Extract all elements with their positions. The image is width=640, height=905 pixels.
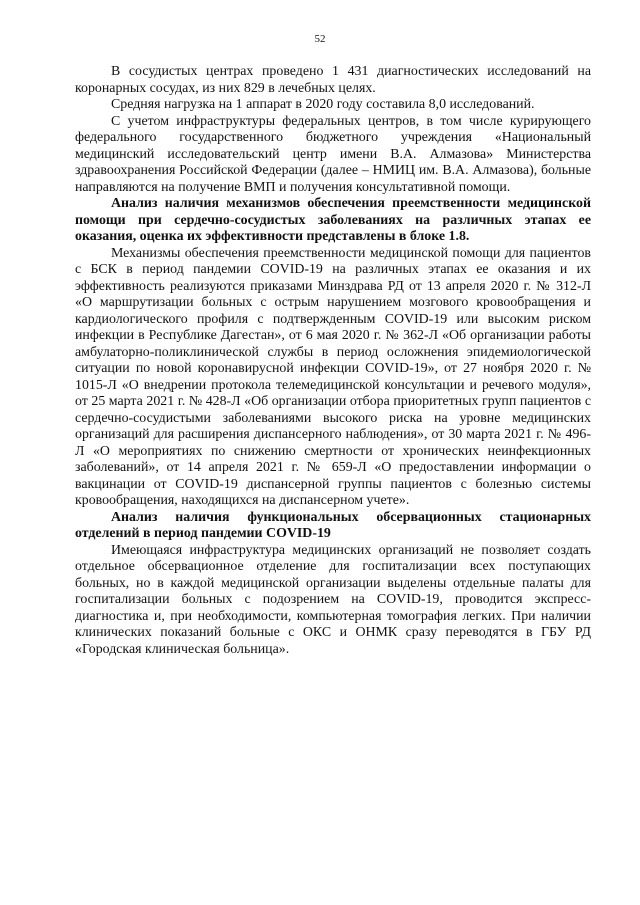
document-body (75, 64, 591, 658)
paragraph-equipment-load: Средняя нагрузка на 1 аппарат в 2020 году составила 8,0 исследований. (111, 97, 535, 112)
section-heading-observation: Анализ наличия функциональных обсервационных стационарных отделений в период пандемии COVID-19 (75, 509, 591, 541)
section-heading-continuity: Анализ наличия механизмов обеспечения преемственности медицинской помощи при сердечно-сосудистых заболеваниях на различных этапах ее оказания, оценка их эффективности представлены в блоке 1.8. (75, 196, 591, 244)
paragraph-observation-wards: Имеющаяся инфраструктура медицинских организаций не позволяет создать отдельное обсервационное отделение для госпитализации всех поступающих больных, но в каждой медицинской организации выделены отдельные палаты для госпитализации больных с подозрением на COVID-19, проводится экспресс-диагностика и, при необходимости, компьютерная томография легких. При наличии клинических показаний больные с ОКС и ОНМК сразу переводятся в ГБУ РД «Городская клиническая больница». (75, 542, 591, 657)
paragraph-continuity-orders: Механизмы обеспечения преемственности медицинской помощи для пациентов с БСК в период пандемии COVID-19 на различных этапах ее оказания и их эффективность реализуются приказами Минздрава РД от 13 апреля 2020 г. № 312-Л «О маршрутизации больных с острым нарушением мозгового кровообращения и кардиологического профиля с подтвержденным COVID-19 или высоким риском инфекции в Республике Дагестан», от 6 мая 2020 г. № 362-Л «Об организации работы амбулаторно-поликлинической службы в период осложнения эпидемиологической ситуации по новой коронавирусной инфекции COVID-19», от 27 ноября 2020 г. № 1015-Л «О внедрении протокола телемедицинской консультации и речевого модуля», от 25 марта 2021 г. № 428-Л «Об организации отбора приоритетных групп пациентов с сердечно-сосудистыми заболеваниями высокого риска на уровне медицинских организаций для расширения диспансерного наблюдения», от 30 марта 2021 г. № 496-Л «О мероприятиях по снижению смертности от хронических неинфекционных заболеваний», от 14 апреля 2021 г. № 659-Л «О предоставлении информации о вакцинации от COVID-19 диспансерной группы пациентов с болезнью системы кровообращения, находящихся на диспансерном учете». (75, 245, 591, 508)
page-number: 52 (314, 33, 326, 45)
paragraph-federal-centers: С учетом инфраструктуры федеральных центров, в том числе курирующего федерального государственного бюджетного учреждения «Национальный медицинский исследовательский центр имени В.А. Алмазова» Министерства здравоохранения Российской Федерации (далее – НМИЦ им. В.А. Алмазова), больные направляются на получение ВМП и получения консультативной помощи. (75, 113, 591, 195)
paragraph-coronary-studies: В сосудистых центрах проведено 1 431 диагностических исследований на коронарных сосудах, из них 829 в лечебных целях. (75, 64, 591, 96)
